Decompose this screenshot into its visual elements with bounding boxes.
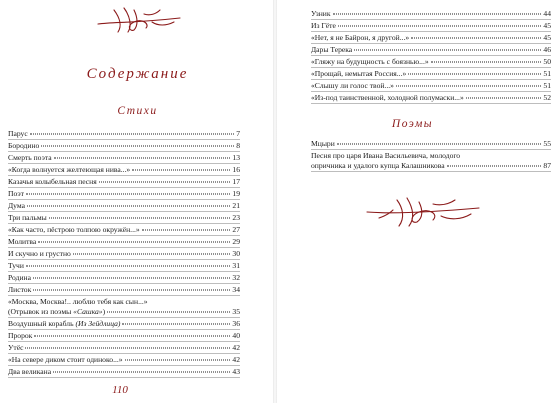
toc-entry[interactable]: Парус 7 [8,128,240,140]
toc-entry[interactable]: Тучи 31 [8,260,240,272]
section-heading-poems: Стихи [117,105,158,117]
toc-entry[interactable]: Молитва 29 [8,236,240,248]
toc-entry[interactable]: Пророк 40 [8,330,240,342]
toc-entry[interactable]: «Гляжу на будущность с боязнью...» 50 [311,56,551,68]
toc-entry[interactable]: Утёс 42 [8,342,240,354]
toc-entry[interactable]: Песня про царя Ивана Васильевича, молодого опричника и удалого купца Калашникова 87 [311,150,551,172]
toc-entry[interactable]: «Слышу ли голос твой...» 51 [311,80,551,92]
page-number: 110 [112,384,128,396]
toc-entry[interactable]: И скучно и грустно 30 [8,248,240,260]
toc-entry[interactable]: «На севере диком стоит одиноко...» 42 [8,354,240,366]
toc-entry[interactable]: Из Гёте 45 [311,20,551,32]
toc-list [311,138,551,172]
flourish-ornament-icon [363,192,483,232]
toc-entry[interactable]: «Из-под таинственной, холодной полумаски...» 52 [311,92,551,104]
toc-entry[interactable]: Казачья колыбельная песня 17 [8,176,240,188]
flourish-ornament-icon [94,4,184,36]
toc-entry[interactable]: Три пальмы 23 [8,212,240,224]
toc-entry[interactable]: Дары Терека 46 [311,44,551,56]
toc-entry[interactable]: «Нет, я не Байрон, я другой...» 45 [311,32,551,44]
toc-entry[interactable]: Дума 21 [8,200,240,212]
toc-entry[interactable]: «Москва, Москва!.. люблю тебя как сын...» (Отрывок из поэмы «Сашка») 35 [8,296,240,318]
left-page [0,0,275,403]
page-title: Содержание [86,66,189,82]
toc-entry[interactable]: Узник 44 [311,8,551,20]
toc-list [8,128,240,378]
toc-entry[interactable]: «Как часто, пёстрою толпою окружён...» 27 [8,224,240,236]
toc-entry[interactable]: Воздушный корабль (Из Зейдлица) 36 [8,318,240,330]
toc-entry[interactable]: Смерть поэта 13 [8,152,240,164]
toc-entry[interactable]: Листок 34 [8,284,240,296]
toc-entry[interactable]: «Прощай, немытая Россия...» 51 [311,68,551,80]
section-heading-long-poems: Поэмы [391,118,434,130]
toc-entry[interactable]: «Когда волнуется желтеющая нива...» 16 [8,164,240,176]
toc-list [311,8,551,104]
right-page [275,0,550,403]
toc-entry[interactable]: Поэт 19 [8,188,240,200]
toc-entry[interactable]: Мцыри 55 [311,138,551,150]
toc-entry[interactable]: Родина 32 [8,272,240,284]
toc-entry[interactable]: Бородино 8 [8,140,240,152]
toc-entry[interactable]: Два великана 43 [8,366,240,378]
